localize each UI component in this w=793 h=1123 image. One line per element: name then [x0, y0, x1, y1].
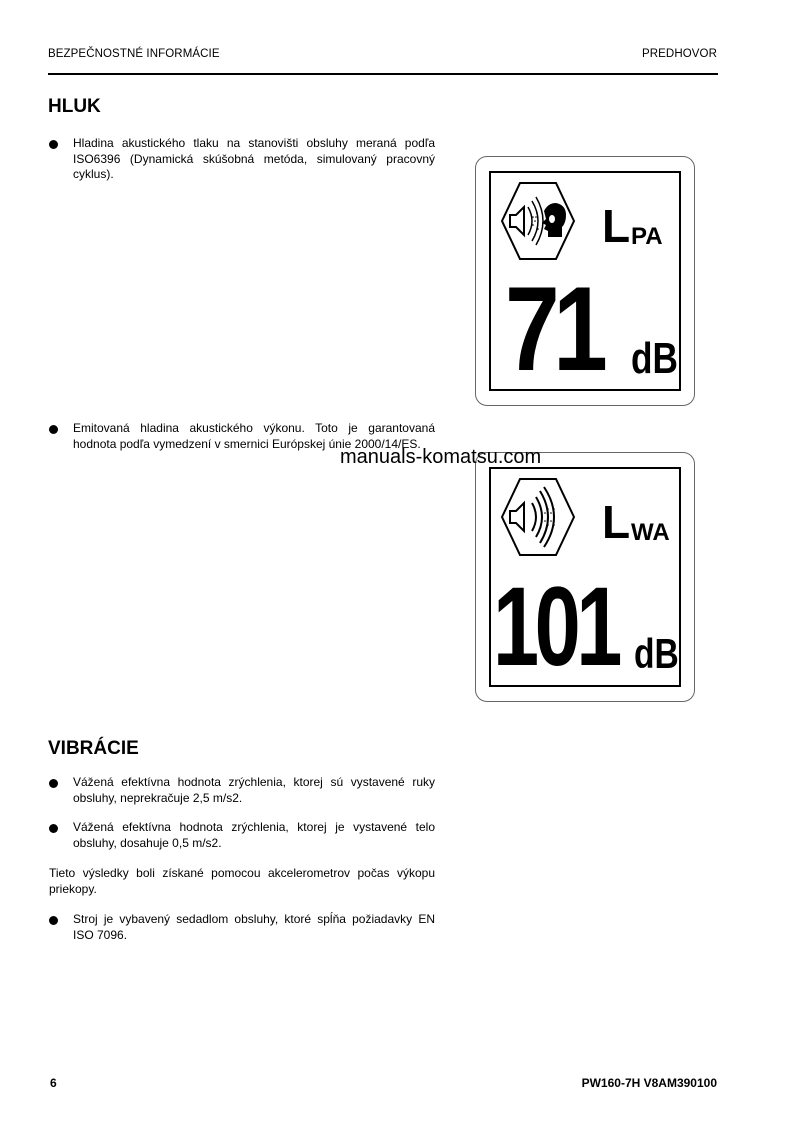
page-number: 6	[50, 1076, 57, 1090]
header-rule	[48, 73, 718, 75]
speaker-with-operator-head-icon	[500, 181, 576, 261]
lpa-noise-label	[475, 156, 695, 406]
noise-heading: HLUK	[48, 96, 101, 117]
vibration-bullet-body	[49, 820, 435, 851]
lwa-value: 101	[493, 564, 618, 689]
vibration-bullet-hands	[49, 775, 435, 806]
lwa-noise-label	[475, 452, 695, 702]
noise-bullet-pressure	[49, 136, 435, 183]
lpa-value: 71	[505, 262, 602, 396]
noise-bullet-pressure-text: Hladina akustického tlaku na stanovišti obsluhy meraná podľa ISO6396 (Dynamická skúšobná metóda, simulovaný pracovný cyklus).	[73, 136, 435, 181]
document-code: PW160-7H V8AM390100	[581, 1076, 717, 1090]
bullet-dot	[49, 824, 58, 833]
lpa-unit: dB	[631, 334, 678, 383]
vibration-measurement-note: Tieto výsledky boli získané pomocou akcelerometrov počas výkopu priekopy.	[49, 866, 435, 896]
bullet-dot	[49, 140, 58, 149]
bullet-dot	[49, 916, 58, 925]
bullet-dot	[49, 779, 58, 788]
vibration-bullet-body-text: Vážená efektívna hodnota zrýchlenia, ktorej je vystavené telo obsluhy, dosahuje 0,5 m/s2.	[73, 820, 435, 850]
header-chapter-title: PREDHOVOR	[641, 48, 717, 60]
vibration-bullet-seat	[49, 912, 435, 943]
speaker-with-sound-waves-icon	[500, 477, 576, 557]
lwa-symbol-letter: L	[602, 496, 631, 548]
vibration-heading: VIBRÁCIE	[48, 738, 139, 759]
lwa-unit: dB	[634, 630, 679, 677]
noise-bullet-power-text: Emitovaná hladina akustického výkonu. Toto je garantovaná hodnota podľa vymedzení v smernici Európskej únie 2000/14/ES.	[73, 421, 435, 451]
lpa-label-frame	[489, 171, 681, 396]
lpa-symbol-letter: L	[602, 200, 631, 252]
bullet-dot	[49, 425, 58, 434]
vibration-bullet-seat-text: Stroj je vybavený sedadlom obsluhy, ktoré spĺňa požiadavky EN ISO 7096.	[73, 912, 435, 942]
header-section-title: BEZPEČNOSTNÉ INFORMÁCIE	[48, 48, 220, 60]
lwa-symbol-subscript: WA	[631, 519, 670, 546]
lpa-symbol-subscript: PA	[631, 223, 663, 250]
lwa-label-frame	[489, 467, 681, 687]
watermark-text: manuals-komatsu.com	[340, 446, 542, 468]
vibration-bullet-hands-text: Vážená efektívna hodnota zrýchlenia, ktorej sú vystavené ruky obsluhy, neprekračuje 2,5 m/s2.	[73, 775, 435, 805]
